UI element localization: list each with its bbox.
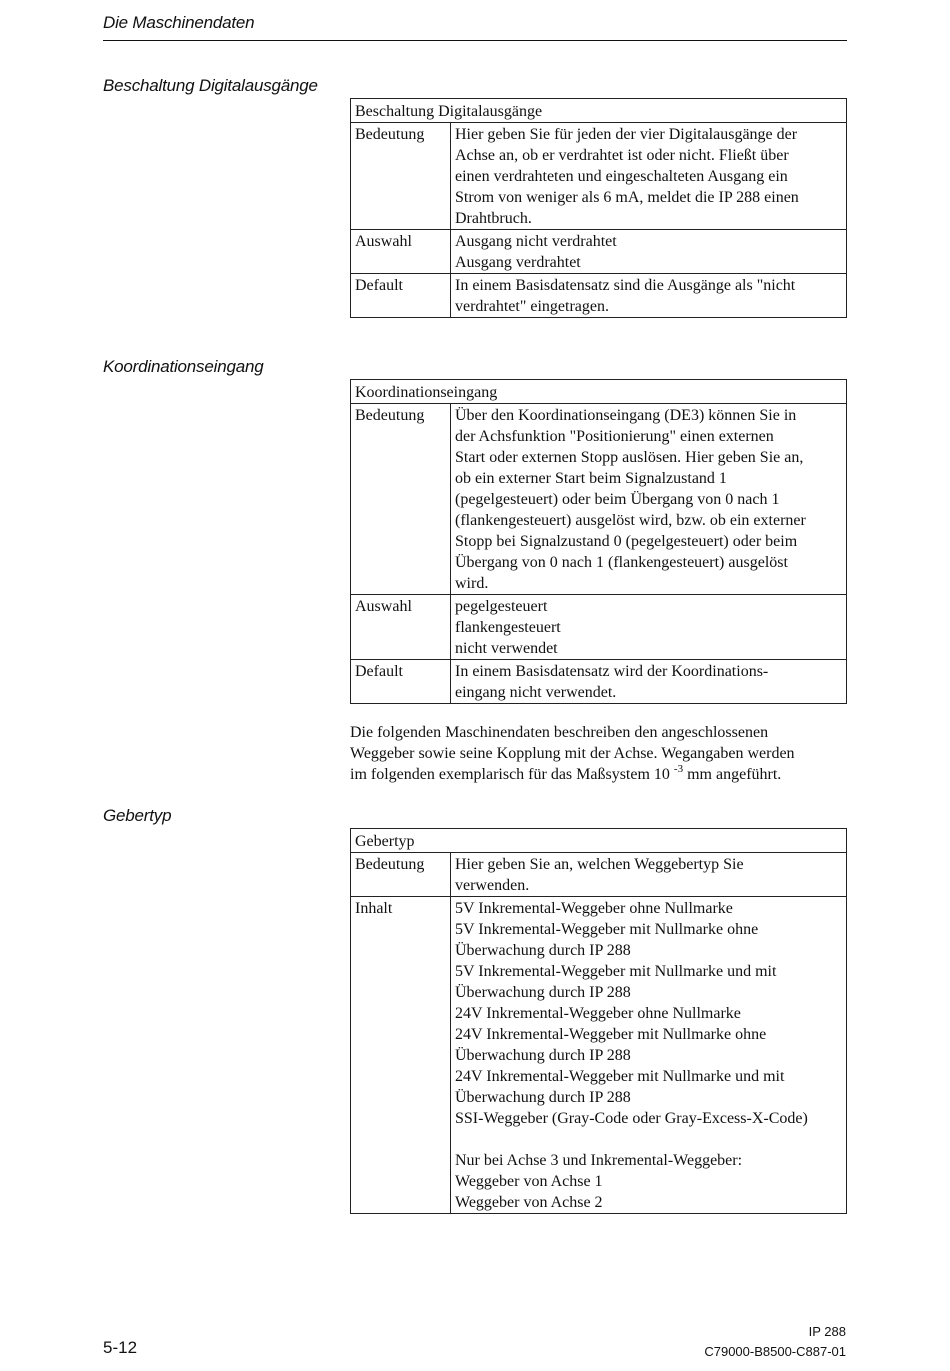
value-line: Übergang von 0 nach 1 (flankengesteuert) ausgelöst [455,554,788,571]
value-line: (pegelgesteuert) oder beim Übergang von 0 nach 1 [455,491,780,508]
value-line: Überwachung durch IP 288 [455,1089,631,1106]
value-line: 5V Inkremental-Weggeber mit Nullmarke und mit [455,963,777,980]
row-label: Bedeutung [351,404,451,595]
value-line: Weggeber von Achse 1 [455,1173,603,1190]
value-line: eingang nicht verwendet. [455,684,617,701]
value-line: flankengesteuert [455,619,561,636]
value-line: verdrahtet" eingetragen. [455,298,610,315]
table-title: Koordinationseingang [351,380,847,404]
value-line: Strom von weniger als 6 mA, meldet die IP 288 einen [455,189,799,206]
section-heading-digital-outputs: Beschaltung Digitalausgänge [103,76,318,95]
value-line: pegelgesteuert [455,598,548,615]
row-value [451,123,847,230]
table-title: Gebertyp [351,829,847,853]
intro-line [350,764,847,785]
value-line: Überwachung durch IP 288 [455,942,631,959]
value-line: 5V Inkremental-Weggeber ohne Nullmarke [455,900,733,917]
value-line: Überwachung durch IP 288 [455,1047,631,1064]
value-line: 24V Inkremental-Weggeber mit Nullmarke ohne [455,1026,767,1043]
blank-line [455,1129,842,1150]
value-line: 24V Inkremental-Weggeber mit Nullmarke und mit [455,1068,785,1085]
table-coordination-input [350,379,847,704]
table-title-row [351,380,847,404]
intro-line: Weggeber sowie seine Kopplung mit der Achse. Wegangaben werden [350,745,795,762]
intro-text: mm angeführt. [687,766,782,783]
row-label: Auswahl [351,595,451,660]
row-value [451,274,847,318]
table-title: Beschaltung Digitalausgänge [351,99,847,123]
value-line: Stopp bei Signalzustand 0 (pegelgesteuert) oder beim [455,533,798,550]
intro-paragraph [350,722,847,785]
value-line: Start oder externen Stopp auslösen. Hier geben Sie an, [455,449,804,466]
row-value [451,897,847,1214]
value-line: In einem Basisdatensatz wird der Koordinations- [455,663,769,680]
value-line: Hier geben Sie an, welchen Weggebertyp Sie [455,856,744,873]
value-line: Achse an, ob er verdrahtet ist oder nicht. Fließt über [455,147,789,164]
section-heading-encoder-type: Gebertyp [103,806,172,825]
table-row [351,274,847,318]
table-row [351,853,847,897]
header-rule [103,40,847,41]
product-name: IP 288 [808,1324,846,1339]
value-line: In einem Basisdatensatz sind die Ausgänge als "nicht [455,277,796,294]
table-row [351,230,847,274]
table-digital-outputs [350,98,847,318]
value-line: nicht verwendet [455,640,558,657]
intro-text: im folgenden exemplarisch für das Maßsystem 10 [350,766,670,783]
value-line: Nur bei Achse 3 und Inkremental-Weggeber: [455,1152,743,1169]
row-label: Default [351,660,451,704]
value-line: ob ein externer Start beim Signalzustand 1 [455,470,727,487]
row-label: Bedeutung [351,123,451,230]
value-line: SSI-Weggeber (Gray-Code oder Gray-Excess-X-Code) [455,1110,808,1127]
value-line: Weggeber von Achse 2 [455,1194,603,1211]
value-line: wird. [455,575,489,592]
value-line: Ausgang nicht verdrahtet [455,233,617,250]
section-heading-coordination-input: Koordinationseingang [103,357,264,376]
table-row [351,660,847,704]
row-value [451,853,847,897]
value-line: (flankengesteuert) ausgelöst wird, bzw. ob ein externer [455,512,806,529]
row-value [451,660,847,704]
table-row [351,897,847,1214]
row-label: Default [351,274,451,318]
value-line: der Achsfunktion "Positionierung" einen externen [455,428,774,445]
value-line: verwenden. [455,877,530,894]
order-number: C79000-B8500-C887-01 [704,1344,846,1359]
page-number: 5-12 [103,1338,138,1357]
value-line: einen verdrahteten und eingeschalteten Ausgang ein [455,168,788,185]
row-label: Auswahl [351,230,451,274]
value-line: Ausgang verdrahtet [455,254,581,271]
table-row [351,404,847,595]
table-title-row [351,99,847,123]
intro-line: Die folgenden Maschinendaten beschreiben den angeschlossenen [350,724,769,741]
exponent: -3 [673,762,684,775]
running-header-title: Die Maschinendaten [103,13,255,32]
value-line: Überwachung durch IP 288 [455,984,631,1001]
row-value [451,404,847,595]
row-value [451,230,847,274]
table-row [351,123,847,230]
footer-right [704,1322,846,1362]
value-line: Drahtbruch. [455,210,532,227]
value-line: Über den Koordinationseingang (DE3) können Sie in [455,407,797,424]
table-row [351,595,847,660]
table-encoder-type [350,828,847,1214]
value-line: 24V Inkremental-Weggeber ohne Nullmarke [455,1005,741,1022]
value-line: Hier geben Sie für jeden der vier Digitalausgänge der [455,126,798,143]
row-value [451,595,847,660]
value-line: 5V Inkremental-Weggeber mit Nullmarke ohne [455,921,759,938]
row-label: Bedeutung [351,853,451,897]
table-title-row [351,829,847,853]
row-label: Inhalt [351,897,451,1214]
